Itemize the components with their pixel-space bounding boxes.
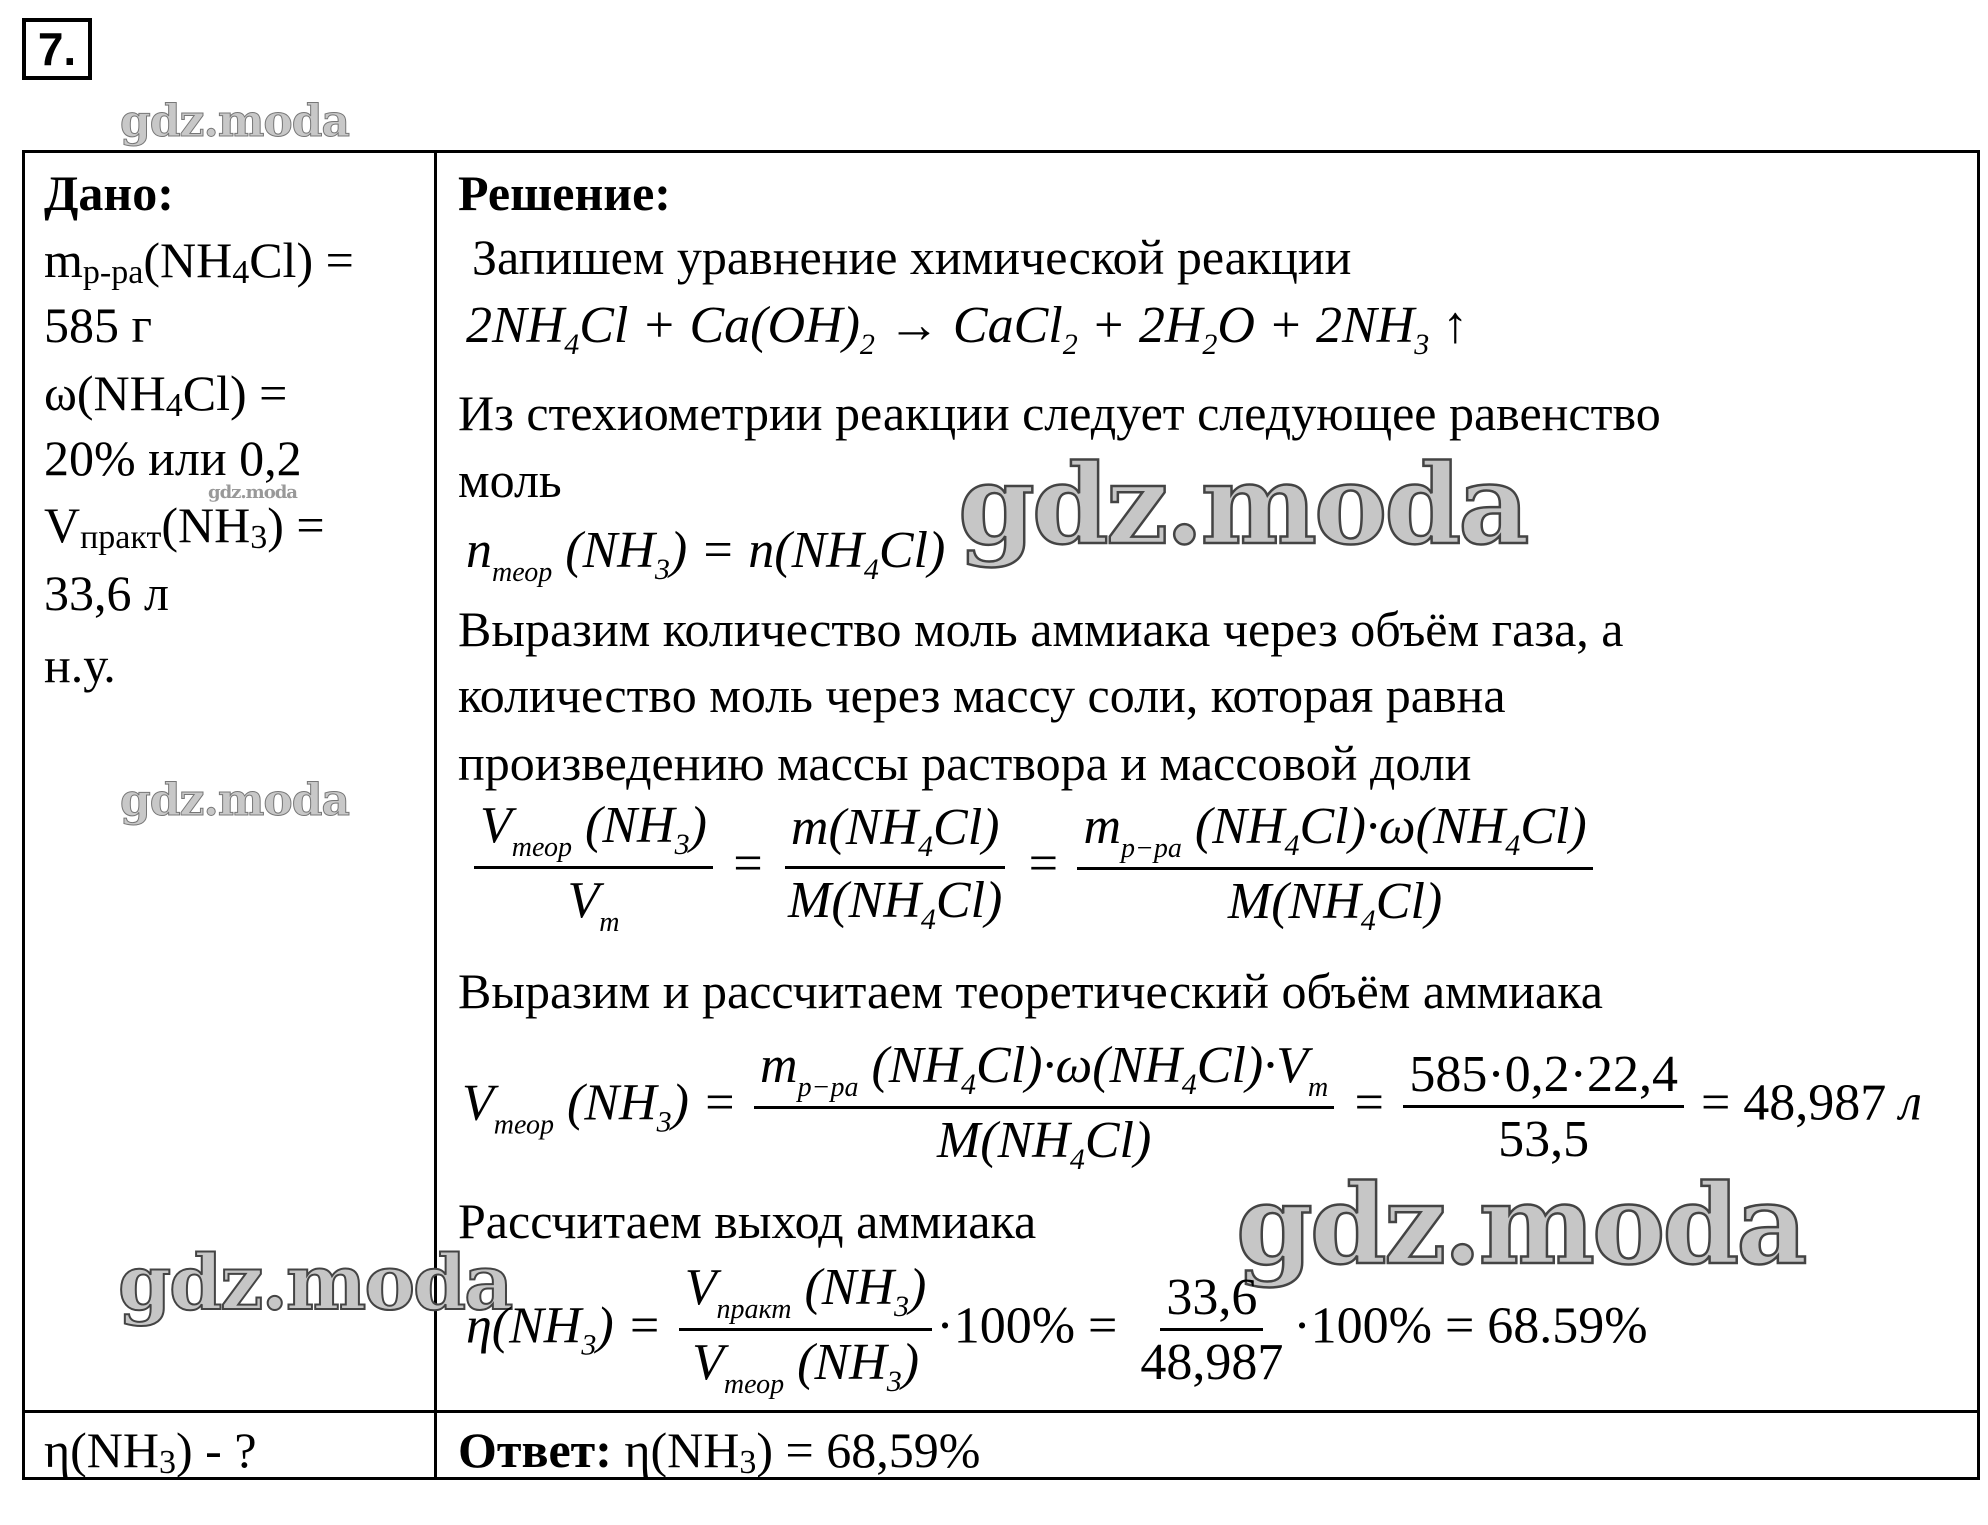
watermark: gdz.moda bbox=[120, 96, 350, 147]
solution-text-5: Рассчитаем выход аммиака bbox=[458, 1193, 1037, 1249]
volume-calculation: $V_{теор}$ $(NH_3)$ = $\frac{m_{р-ра} (NH_4Cl)\cdot\omega(NH_4Cl)\cdot V_m}{M(NH_4Cl)}$ = $\frac{585\cdot 0,2\cdot 22,4}{53,5}$ = 48,987 л bbox=[462, 1037, 1922, 1176]
solution-text-4: Выразим и рассчитаем теоретический объём аммиака bbox=[458, 963, 1603, 1019]
mole-equality: $n_{теор}$ $(NH_3) = n(NH_4Cl)$ bbox=[466, 522, 946, 588]
given-volume: Vпракт(NH3) = bbox=[44, 497, 325, 556]
watermark: gdz.moda bbox=[958, 440, 1527, 569]
column-divider bbox=[434, 150, 437, 1480]
yield-calculation: $\eta(NH_3)$ = $\frac{V_{практ} (NH_3)}{V_{теор} (NH_3)}$ ·100% = $\frac{33,6}{48,987}$ ·100% = 68.59% bbox=[466, 1259, 1648, 1400]
solution-text-2a: Из стехиометрии реакции следует следующее равенство bbox=[458, 385, 1661, 441]
task-number: 7. bbox=[22, 18, 92, 80]
given-header: Дано: bbox=[44, 165, 174, 221]
watermark: gdz.moda bbox=[118, 1238, 512, 1327]
given-mass: mр-ра(NH4Cl) = bbox=[44, 232, 354, 291]
ratio-equation: $\frac{V_{теор} (NH_3)}{V_m}$ = $\frac{m(NH_4Cl)}{M(NH_4Cl)}$ = $\frac{m_{р-ра} (NH_4Cl)\cdot\omega(NH_4Cl)}{M(NH_4Cl)}$ bbox=[470, 800, 1597, 937]
solution-text-2b: моль bbox=[458, 452, 562, 508]
reaction-equation: $2NH_4Cl + Ca(OH)_2$ → CaCl$_2$ + $2H_2O + 2NH_3$ ↑ bbox=[466, 297, 1469, 361]
given-volume-value: 33,6 л bbox=[44, 565, 169, 621]
given-fraction-value: 20% или 0,2 bbox=[44, 430, 302, 486]
given-mass-value: 585 г bbox=[44, 297, 153, 353]
given-fraction: ω(NH4Cl) = bbox=[44, 365, 288, 424]
solution-text-3a: Выразим количество моль аммиака через объём газа, а bbox=[458, 601, 1624, 657]
row-divider bbox=[22, 1410, 1980, 1413]
solution-header: Решение: bbox=[458, 165, 671, 221]
solution-text-1: Запишем уравнение химической реакции bbox=[472, 229, 1352, 285]
solution-text-3b: количество моль через массу соли, которая равна bbox=[458, 667, 1506, 723]
watermark: gdz.moda bbox=[120, 775, 350, 826]
answer: Ответ: η(NH3) = 68,59% bbox=[458, 1422, 981, 1481]
watermark: gdz.moda bbox=[208, 482, 297, 503]
given-conditions: н.у. bbox=[44, 637, 116, 693]
watermark: gdz.moda bbox=[1236, 1160, 1805, 1289]
find-target: η(NH3) - ? bbox=[44, 1422, 257, 1481]
solution-text-3c: произведению массы раствора и массовой доли bbox=[458, 735, 1472, 791]
